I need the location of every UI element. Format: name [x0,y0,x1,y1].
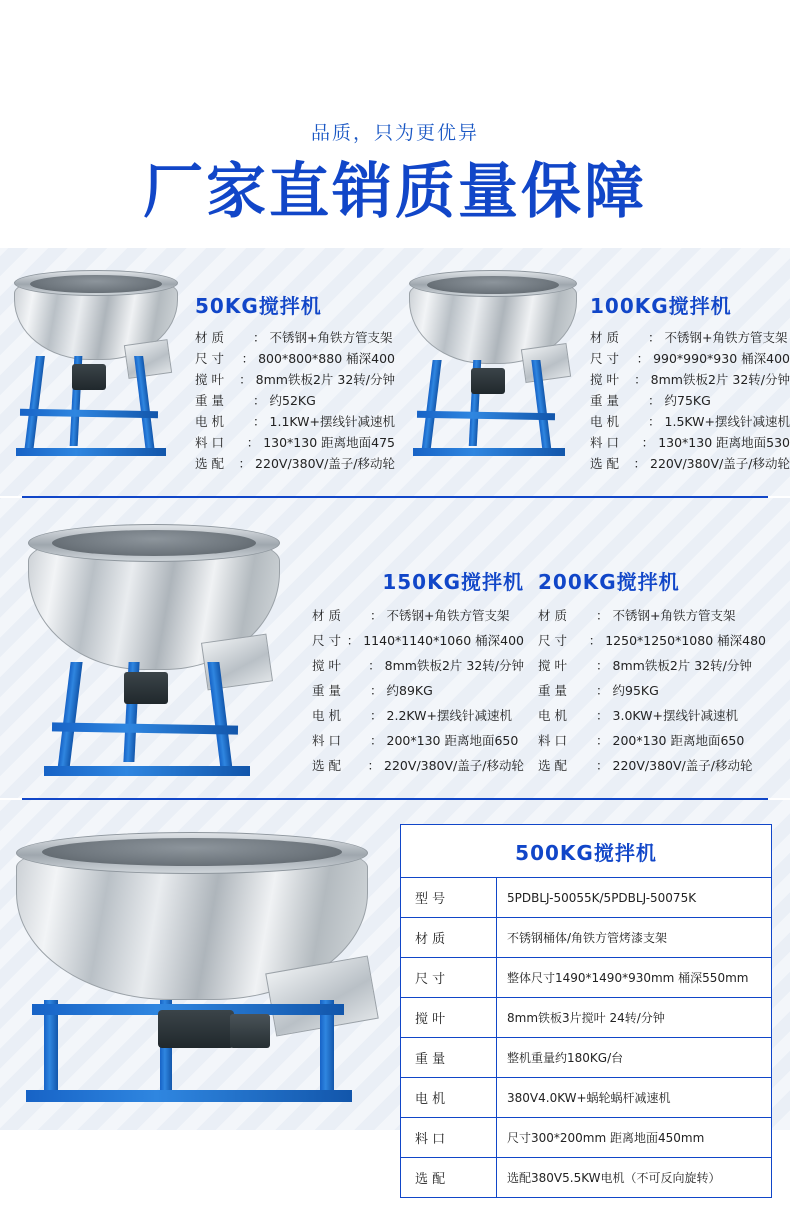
spec-material-100kg: 材 质 ： 不锈钢+角铁方管支架 [590,327,790,348]
spec-weight-50kg: 重 量 ： 约52KG [195,390,395,411]
spec-option-150kg: 选 配 ： 220V/380V/盖子/移动轮 [312,753,524,778]
spec-label-material: 材 质 [195,330,224,345]
product-title-200kg: 200KG搅拌机 [538,570,680,594]
spec-label-motor: 电 机 [195,414,224,429]
spec-weight-100kg: 重 量 ： 约75KG [590,390,790,411]
table-value-blade: 8mm铁板3片搅叶 24转/分钟 [507,1011,665,1025]
spec-label-motor: 电 机 [312,708,341,723]
spec-label-option: 选 配 [195,456,224,471]
spec-table-500kg [400,824,772,1198]
spec-label-size: 尺 寸 [312,633,341,648]
spec-label-blade: 搅 叶 [538,658,567,673]
table-key-inlet: 料 口 [401,1118,497,1157]
table-row [401,1118,771,1158]
table-value-size: 整体尺寸1490*1490*930mm 桶深550mm [507,971,749,985]
table-key-model: 型 号 [401,878,497,917]
spec-label-weight: 重 量 [590,393,619,408]
spec-motor-150kg: 电 机 ： 2.2KW+摆线针减速机 [312,703,524,728]
spec-size-200kg: 尺 寸 ： 1250*1250*1080 桶深480 [538,628,766,653]
page-title: 厂家直销质量保障 [143,157,647,227]
spec-label-inlet: 料 口 [312,733,341,748]
spec-inlet-100kg: 料 口 ： 130*130 距离地面530 [590,432,790,453]
spec-label-blade: 搅 叶 [312,658,341,673]
table-row [401,878,771,918]
spec-label-option: 选 配 [538,758,567,773]
spec-weight-200kg: 重 量 ： 约95KG [538,678,766,703]
product-title-50kg: 50KG搅拌机 [195,294,322,318]
spec-label-inlet: 料 口 [538,733,567,748]
table-row [401,1038,771,1078]
spec-weight-150kg: 重 量 ： 约89KG [312,678,524,703]
spec-inlet-200kg: 料 口 ： 200*130 距离地面650 [538,728,766,753]
machine-illustration-500kg [8,824,400,1114]
product-band-2 [0,498,790,798]
spec-label-weight: 重 量 [312,683,341,698]
spec-label-size: 尺 寸 [538,633,567,648]
spec-blade-150kg: 搅 叶 ： 8mm铁板2片 32转/分钟 [312,653,524,678]
spec-size-150kg: 尺 寸 ： 1140*1140*1060 桶深400 [312,628,524,653]
spec-size-50kg: 尺 寸 ： 800*800*880 桶深400 [195,348,395,369]
spec-label-material: 材 质 [312,608,341,623]
spec-label-motor: 电 机 [538,708,567,723]
spec-label-option: 选 配 [590,456,619,471]
header-subtitle: 品质，只为更优异 [310,122,479,144]
table-row [401,958,771,998]
spec-material-150kg: 材 质 ： 不锈钢+角铁方管支架 [312,603,524,628]
spec-blade-100kg: 搅 叶 ： 8mm铁板2片 32转/分钟 [590,369,790,390]
table-title: 500KG搅拌机 [401,825,771,878]
spec-inlet-50kg: 料 口 ： 130*130 距离地面475 [195,432,395,453]
product-title-150kg: 150KG搅拌机 [382,570,524,594]
table-key-size: 尺 寸 [401,958,497,997]
spec-block-200kg [538,562,766,778]
spec-motor-200kg: 电 机 ： 3.0KW+摆线针减速机 [538,703,766,728]
spec-blade-200kg: 搅 叶 ： 8mm铁板2片 32转/分钟 [538,653,766,678]
spec-label-size: 尺 寸 [590,351,619,366]
spec-size-100kg: 尺 寸 ： 990*990*930 桶深400 [590,348,790,369]
spec-option-50kg: 选 配 ： 220V/380V/盖子/移动轮 [195,453,395,474]
machine-illustration-100kg [401,260,588,485]
page-header [0,0,790,227]
spec-option-100kg: 选 配 ： 220V/380V/盖子/移动轮 [590,453,790,474]
table-key-motor: 电 机 [401,1078,497,1117]
spec-block-100kg [590,286,790,474]
table-value-option: 选配380V5.5KW电机（不可反向旋转） [507,1171,721,1185]
spec-label-blade: 搅 叶 [590,372,619,387]
machine-illustration-50kg [8,260,193,485]
table-value-motor: 380V4.0KW+蜗轮蜗杆减速机 [507,1091,671,1105]
spec-label-option: 选 配 [312,758,341,773]
spec-motor-100kg: 电 机 ： 1.5KW+摆线针减速机 [590,411,790,432]
spec-label-weight: 重 量 [538,683,567,698]
spec-label-material: 材 质 [590,330,619,345]
table-key-option: 选 配 [401,1158,497,1197]
spec-material-50kg: 材 质 ： 不锈钢+角铁方管支架 [195,327,395,348]
spec-motor-50kg: 电 机 ： 1.1KW+摆线针减速机 [195,411,395,432]
spec-label-inlet: 料 口 [590,435,619,450]
spec-option-200kg: 选 配 ： 220V/380V/盖子/移动轮 [538,753,766,778]
table-row [401,1078,771,1118]
table-value-material: 不锈钢桶体/角铁方管烤漆支架 [507,931,668,945]
table-key-material: 材 质 [401,918,497,957]
spec-block-150kg [312,562,524,778]
product-title-100kg: 100KG搅拌机 [590,294,732,318]
spec-label-weight: 重 量 [195,393,224,408]
spec-label-motor: 电 机 [590,414,619,429]
table-value-weight: 整机重量约180KG/台 [507,1051,624,1065]
spec-material-200kg: 材 质 ： 不锈钢+角铁方管支架 [538,603,766,628]
spec-blade-50kg: 搅 叶 ： 8mm铁板2片 32转/分钟 [195,369,395,390]
spec-label-material: 材 质 [538,608,567,623]
spec-label-size: 尺 寸 [195,351,224,366]
product-band-3 [0,800,790,1187]
spec-inlet-150kg: 料 口 ： 200*130 距离地面650 [312,728,524,753]
table-value-inlet: 尺寸300*200mm 距离地面450mm [507,1131,705,1145]
table-row [401,1158,771,1197]
spec-block-50kg [195,286,395,474]
table-key-blade: 搅 叶 [401,998,497,1037]
machine-illustration-150kg [18,512,310,794]
table-row [401,918,771,958]
table-row [401,998,771,1038]
table-value-model: 5PDBLJ-50055K/5PDBLJ-50075K [507,890,697,905]
spec-label-inlet: 料 口 [195,435,224,450]
table-key-weight: 重 量 [401,1038,497,1077]
spec-label-blade: 搅 叶 [195,372,224,387]
product-band-1 [0,248,790,496]
